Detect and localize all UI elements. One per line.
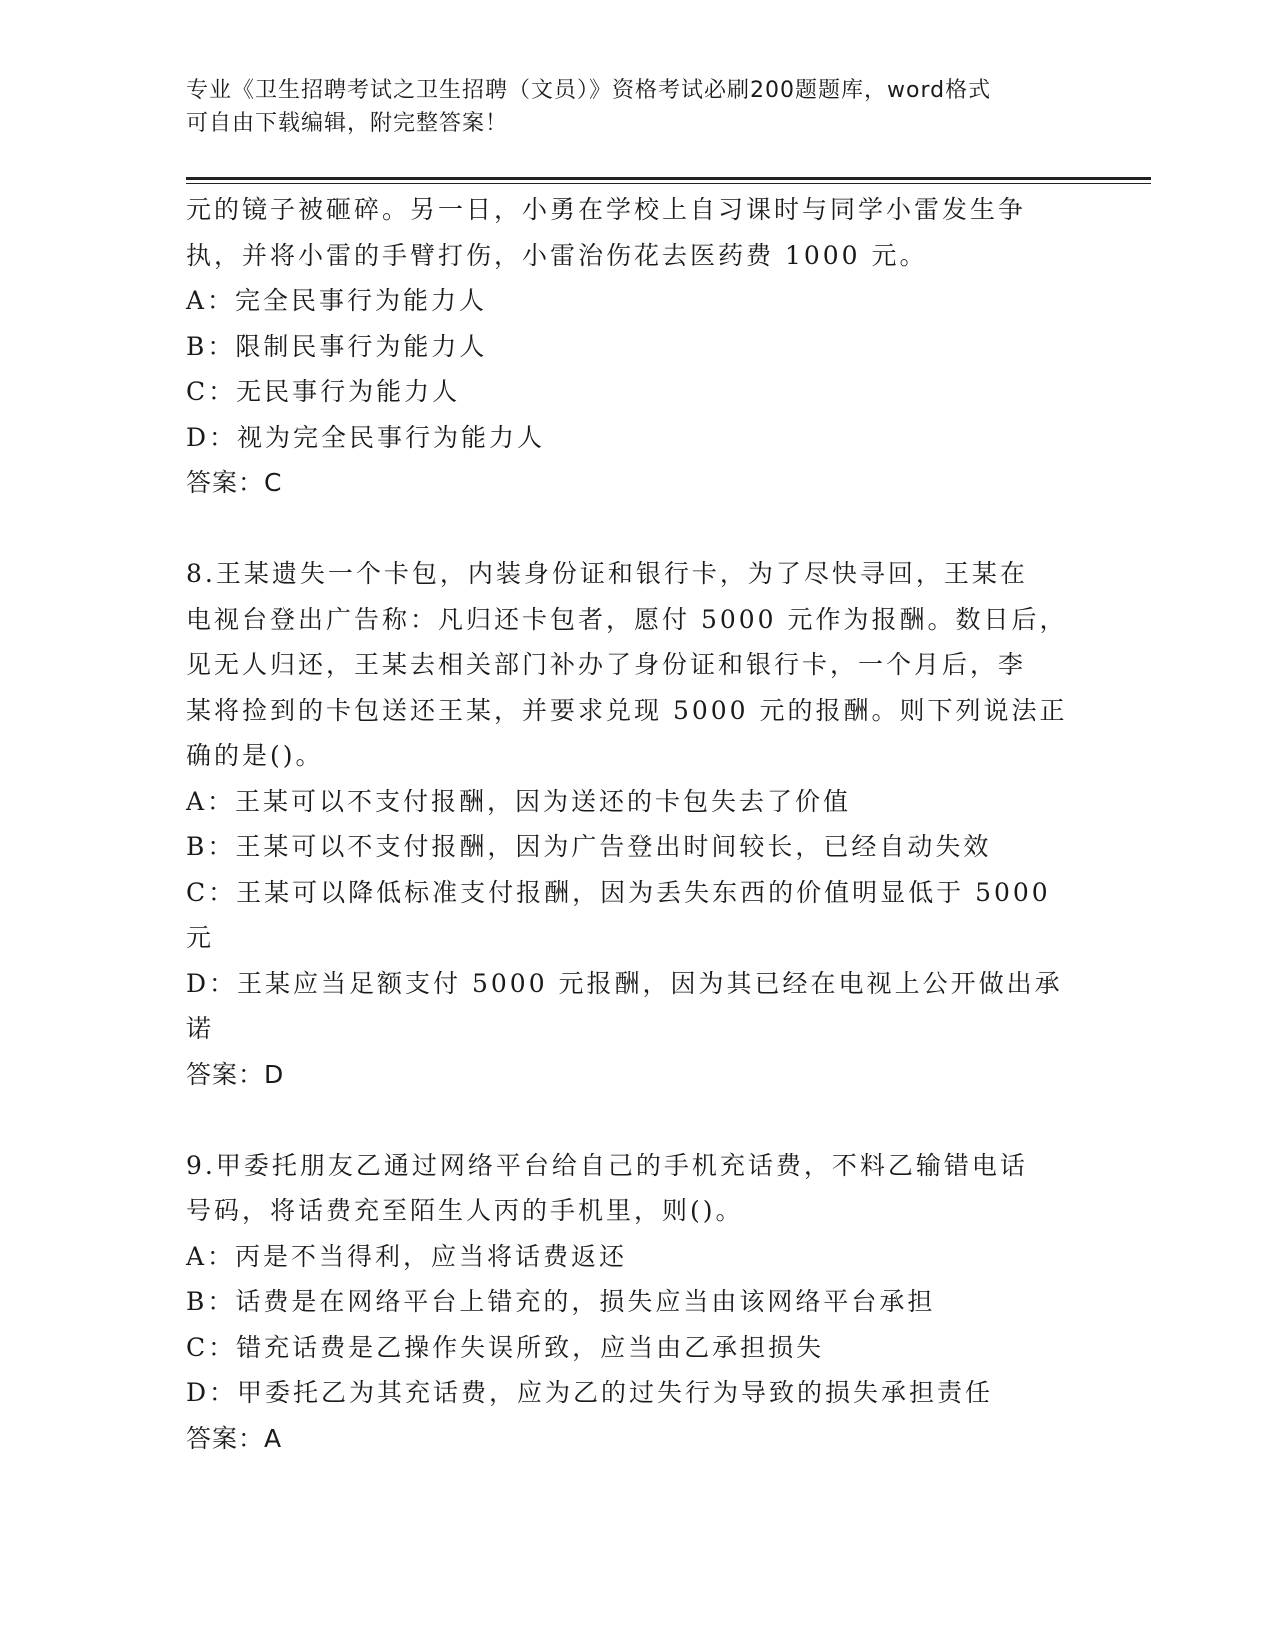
document-body xyxy=(186,187,1066,1461)
question-stem-line: 执，并将小雷的手臂打伤，小雷治伤花去医药费 1000 元。 xyxy=(186,240,928,270)
question-7 xyxy=(186,187,1066,506)
option-d-continued: 诺 xyxy=(186,1014,215,1043)
question-8 xyxy=(186,551,1066,1097)
option-c: C：王某可以降低标准支付报酬，因为丢失东西的价值明显低于 5000 xyxy=(186,877,1051,907)
option-b: B：限制民事行为能力人 xyxy=(186,331,488,361)
option-d: D：王某应当足额支付 5000 元报酬，因为其已经在电视上公开做出承 xyxy=(186,968,1063,998)
option-c: C：错充话费是乙操作失误所致，应当由乙承担损失 xyxy=(186,1332,825,1362)
option-b: B：话费是在网络平台上错充的，损失应当由该网络平台承担 xyxy=(186,1287,936,1316)
header-divider-thick xyxy=(186,177,1151,180)
question-spacer xyxy=(186,1097,1066,1143)
question-stem-line: 某将捡到的卡包送还王某，并要求兑现 5000 元的报酬。则下列说法正 xyxy=(186,695,1068,725)
answer-line: 答案：C xyxy=(186,468,283,497)
answer-line: 答案：D xyxy=(186,1059,285,1089)
question-stem-line: 见无人归还，王某去相关部门补办了身份证和银行卡，一个月后，李 xyxy=(186,650,1027,679)
question-9 xyxy=(186,1143,1066,1462)
question-stem-line: 号码，将话费充至陌生人丙的手机里，则()。 xyxy=(186,1196,744,1225)
header-divider-thin xyxy=(186,183,1151,184)
option-c-continued: 元 xyxy=(186,923,215,952)
option-d: D：甲委托乙为其充话费，应为乙的过失行为导致的损失承担责任 xyxy=(186,1378,994,1407)
header-title-line-2: 可自由下载编辑，附完整答案！ xyxy=(186,111,509,136)
question-stem-line: 电视台登出广告称：凡归还卡包者，愿付 5000 元作为报酬。数日后， xyxy=(186,604,1068,634)
question-stem-line: 9.甲委托朋友乙通过网络平台给自己的手机充话费，不料乙输错电话 xyxy=(186,1150,1028,1180)
option-a: A：完全民事行为能力人 xyxy=(186,286,488,315)
header-title-line-1: 专业《卫生招聘考试之卫生招聘（文员）》资格考试必刷200题题库，word格式 xyxy=(186,78,992,103)
option-a: A：丙是不当得利，应当将话费返还 xyxy=(186,1241,628,1271)
page-header xyxy=(186,74,1066,140)
option-b: B：王某可以不支付报酬，因为广告登出时间较长，已经自动失效 xyxy=(186,832,992,861)
question-spacer xyxy=(186,506,1066,552)
option-a: A：王某可以不支付报酬，因为送还的卡包失去了价值 xyxy=(186,786,852,816)
question-stem-line: 元的镜子被砸碎。另一日，小勇在学校上自习课时与同学小雷发生争 xyxy=(186,195,1027,224)
option-d: D：视为完全民事行为能力人 xyxy=(186,422,546,452)
answer-line: 答案：A xyxy=(186,1423,283,1453)
question-stem-line: 8.王某遗失一个卡包，内装身份证和银行卡，为了尽快寻回，王某在 xyxy=(186,559,1028,588)
question-stem-line: 确的是()。 xyxy=(186,741,324,770)
option-c: C：无民事行为能力人 xyxy=(186,377,461,406)
